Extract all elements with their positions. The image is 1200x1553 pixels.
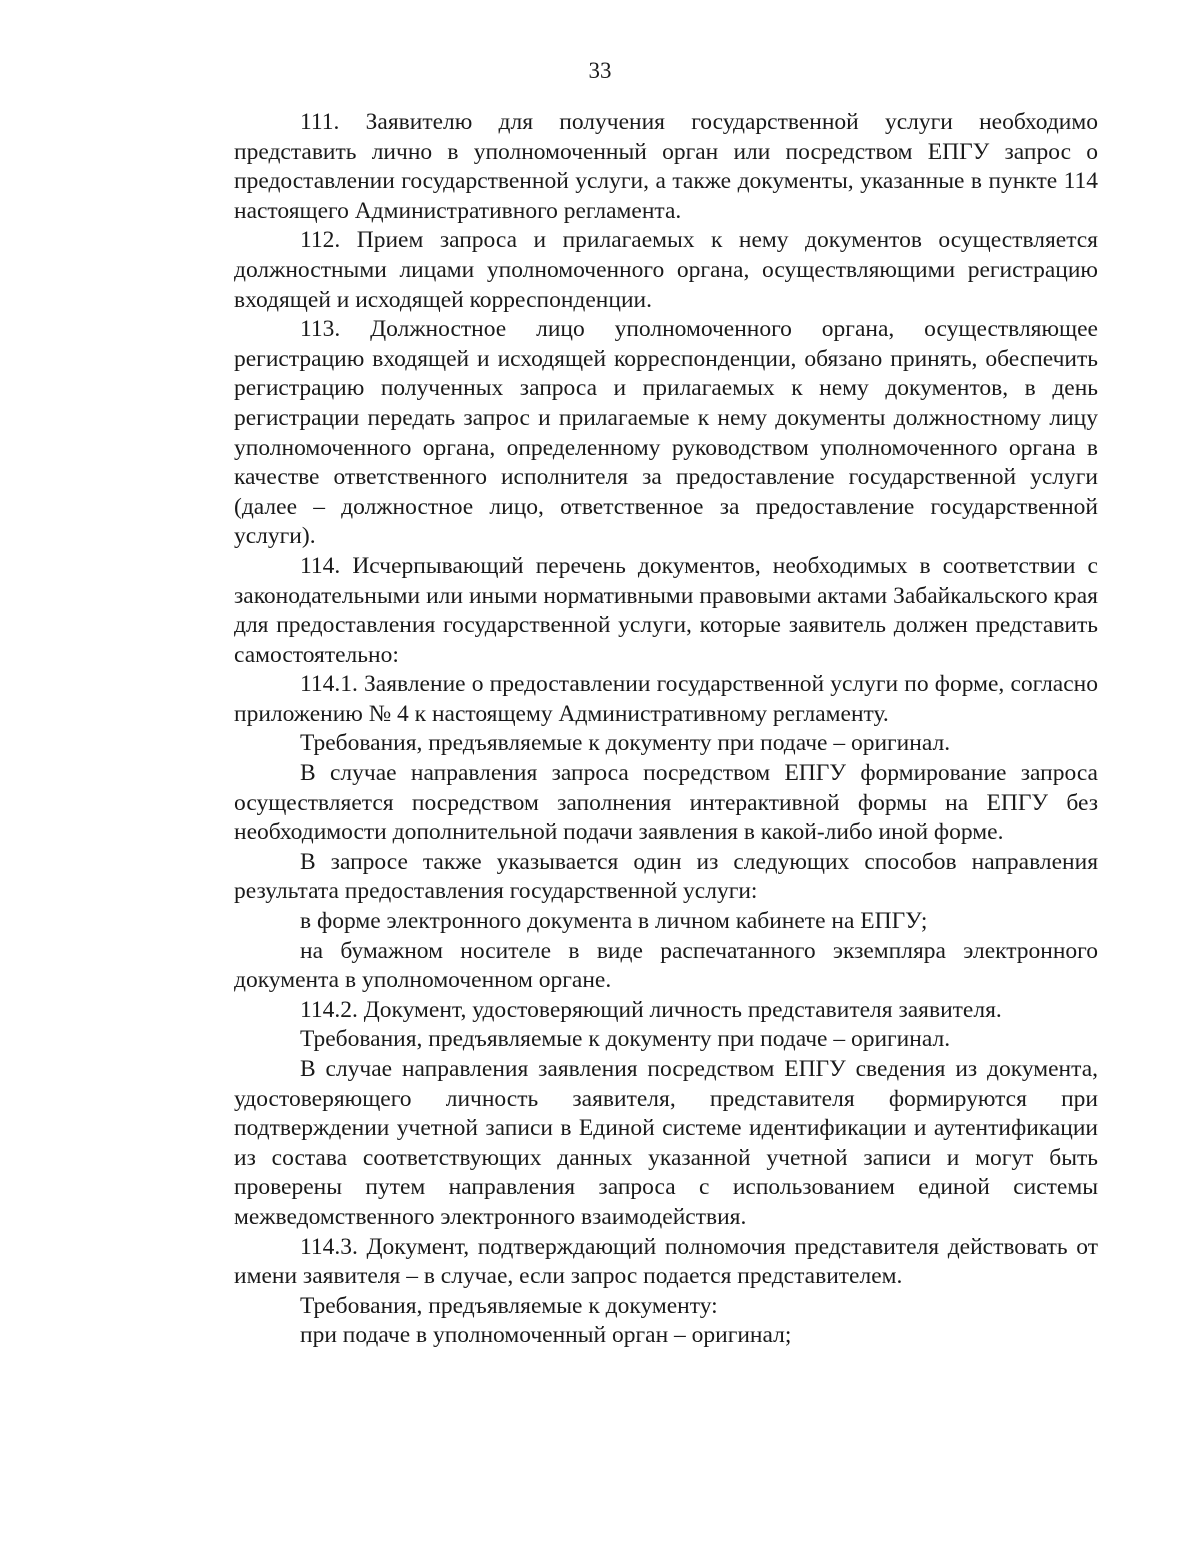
paragraph-paper-form: на бумажном носителе в виде распечатанного экземпляра электронного документа в уполномоченном органе. [234, 937, 1098, 994]
document-body [234, 108, 1098, 1351]
paragraph-epgu-request-form: В случае направления запроса посредством ЕПГУ формирование запроса осуществляется посредством заполнения интерактивной формы на ЕПГУ без необходимости дополнительной подачи заявления в какой-либо иной форме. [234, 760, 1098, 846]
paragraph-113: 113. Должностное лицо уполномоченного органа, осуществляющее регистрацию входящей и исходящей корреспонденции, обязано принять, обеспечить регистрацию полученных запроса и прилагаемых к нему документов, в день регистрации передать запрос и прилагаемые к нему документы должностному лицу уполномоченного органа, определенному руководством уполномоченного органа в качестве ответственного исполнителя за предоставление государственной услуги (далее – должностное лицо, ответственное за предоставление государственной услуги). [234, 316, 1098, 550]
paragraph-114: 114. Исчерпывающий перечень документов, необходимых в соответствии с законодательными или иными нормативными правовыми актами Забайкальского края для предоставления государственной услуги, которые заявитель должен представить самостоятельно: [234, 552, 1098, 668]
paragraph-114-1: 114.1. Заявление о предоставлении государственной услуги по форме, согласно приложению № 4 к настоящему Административному регламенту. [234, 671, 1098, 727]
paragraph-result-methods: В запросе также указывается один из следующих способов направления результата предоставления государственной услуги: [234, 848, 1098, 905]
paragraph-requirements-document: Требования, предъявляемые к документу: [300, 1292, 718, 1319]
paragraph-electronic-form: в форме электронного документа в личном кабинете на ЕПГУ; [300, 908, 928, 935]
paragraph-requirements-original: Требования, предъявляемые к документу при подаче – оригинал. [300, 730, 951, 757]
paragraph-114-3: 114.3. Документ, подтверждающий полномочия представителя действовать от имени заявителя – в случае, если запрос подается представителем. [234, 1233, 1098, 1290]
page-number: 33 [588, 58, 612, 83]
paragraph-requirements-original-2: Требования, предъявляемые к документу при подаче – оригинал. [300, 1026, 951, 1053]
paragraph-114-2: 114.2. Документ, удостоверяющий личность представителя заявителя. [300, 996, 1002, 1023]
paragraph-111: 111. Заявителю для получения государственной услуги необходимо представить лично в уполномоченный орган или посредством ЕПГУ запрос о предоставлении государственной услуги, а также документы, указанные в пункте 114 настоящего Административного регламента. [234, 109, 1098, 224]
paragraph-epgu-identity: В случае направления заявления посредством ЕПГУ сведения из документа, удостоверяющего личность заявителя, представителя формируются при подтверждении учетной записи в Единой системе идентификации и аутентификации из состава соответствующих данных указанной учетной записи и могут быть проверены путем направления запроса с использованием единой системы межведомственного электронного взаимодействия. [234, 1056, 1098, 1230]
paragraph-112: 112. Прием запроса и прилагаемых к нему документов осуществляется должностными лицами уполномоченного органа, осуществляющими регистрацию входящей и исходящей корреспонденции. [234, 227, 1098, 313]
paragraph-submission-original: при подаче в уполномоченный орган – оригинал; [300, 1322, 792, 1349]
